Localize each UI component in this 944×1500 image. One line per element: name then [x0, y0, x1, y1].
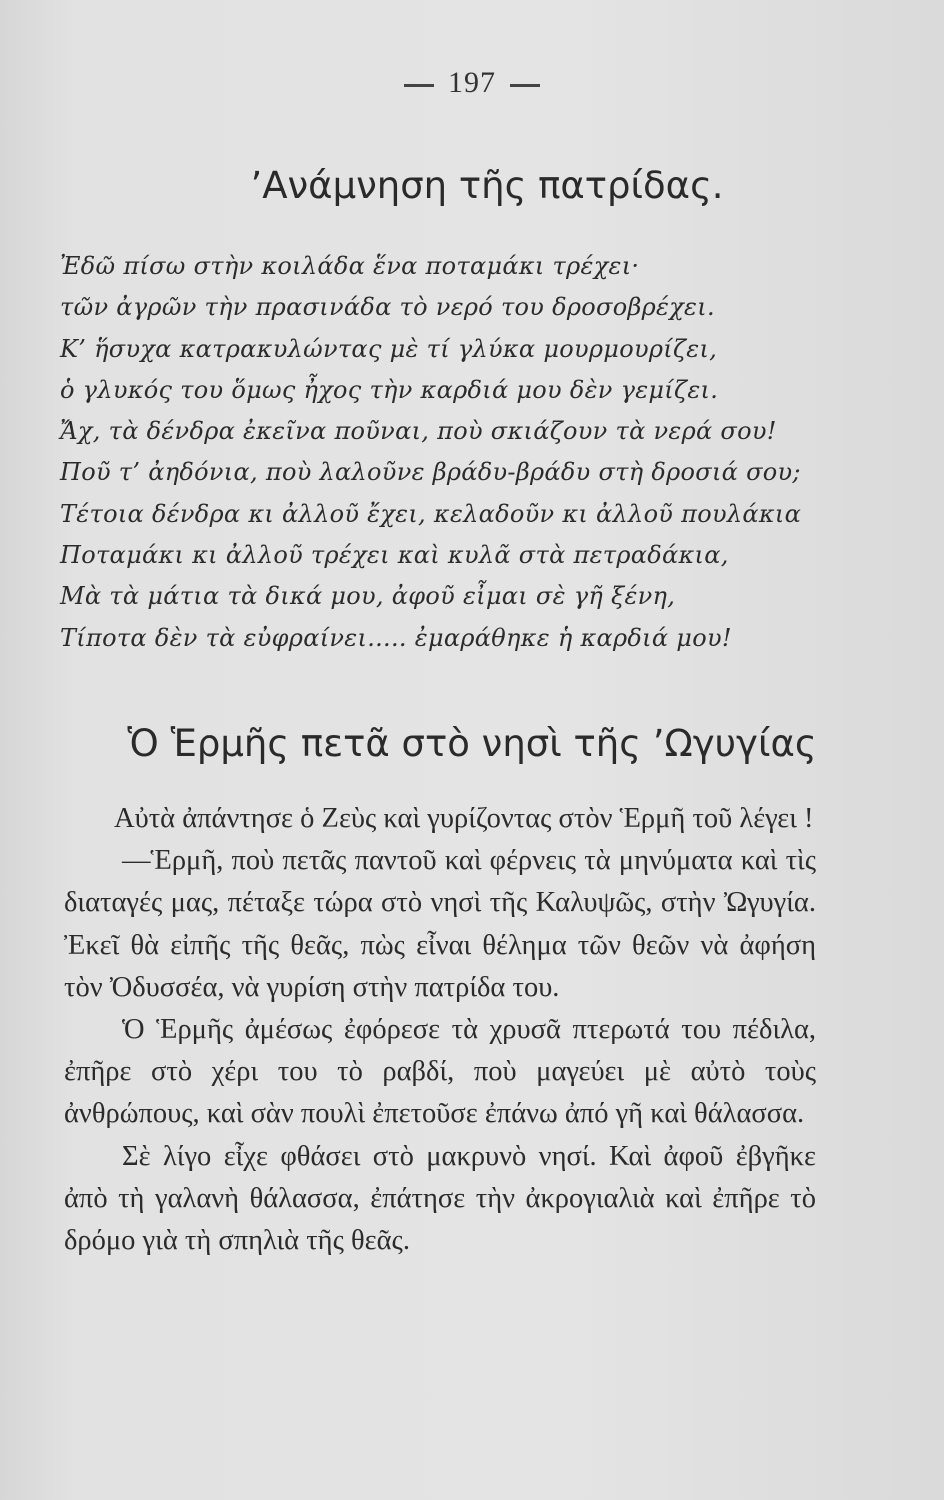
poem-line: Ποταμάκι κι ἀλλοῦ τρέχει καὶ κυλᾶ στὰ πετραδάκια, [60, 541, 729, 570]
poem-line: Μὰ τὰ μάτια τὰ δικά μου, ἀφοῦ εἶμαι σὲ γῆ ξένη, [60, 582, 676, 611]
poem-line: Τέτοια δένδρα κι ἀλλοῦ ἔχει, κελαδοῦν κι ἀλλοῦ πουλάκια [60, 499, 802, 528]
poem-line: Ποῦ τ’ ἀηδόνια, ποὺ λαλοῦνε βράδυ-βράδυ στὴ δροσιά σου; [60, 458, 801, 487]
paragraph: Αὐτὰ ἀπάντησε ὁ Ζεὺς καὶ γυρίζοντας στὸν Ἑρμῆ τοῦ λέγει ! [114, 803, 814, 834]
poem-line: Ἄχ, τὰ δένδρα ἐκεῖνα ποῦναι, ποὺ σκιάζουν τὰ νερά σου! [60, 417, 777, 446]
poem-line: Τίποτα δὲν τὰ εὐφραίνει..... ἐμαράθηκε ἡ καρδιά μου! [60, 623, 732, 652]
paragraph: Ὁ Ἑρμῆς ἀμέσως ἐφόρεσε τὰ χρυσᾶ πτερωτά του πέδιλα, ἐπῆρε στὸ χέρι του τὸ ραβδί, ποὺ μαγεύει μὲ αὐτὸ τοὺς ἀνθρώπους, καὶ σὰν πουλὶ ἐπετοῦσε ἐπάνω ἀπό γῆ καὶ θάλασσα. [64, 1014, 816, 1130]
poem-title: ’Ανάμνηση τῆς πατρίδας. [250, 164, 724, 207]
page-header [0, 66, 944, 100]
section-title: Ὁ Ἑρμῆς πετᾶ στὸ νησὶ τῆς ’Ωγυγίας [127, 722, 817, 765]
poem [60, 246, 860, 659]
poem-line: ὁ γλυκός του ὅμως ἦχος τὴν καρδιά μου δὲν γεμίζει. [60, 375, 719, 404]
page-number: 197 [448, 66, 496, 99]
poem-line: Ἐδῶ πίσω στὴν κοιλάδα ἕνα ποταμάκι τρέχει· [60, 252, 640, 280]
poem-line: τῶν ἀγρῶν τὴν πρασινάδα τὸ νερό του δροσοβρέχει. [60, 293, 715, 322]
prose-body [64, 798, 816, 1262]
paragraph: —Ἑρμῆ, ποὺ πετᾶς παντοῦ καὶ φέρνεις τὰ μηνύματα καὶ τὶς διαταγές μας, πέταξε τώρα στὸ νησὶ τῆς Καλυψῶς, στὴν Ὠγυγία. Ἐκεῖ θὰ εἰπῆς τῆς θεᾶς, πὼς εἶναι θέλημα τῶν θεῶν νὰ ἀφήση τὸν Ὀδυσσέα, νὰ γυρίση στὴν πατρίδα του. [64, 845, 816, 1003]
poem-line: Κ’ ἥσυχα κατρακυλώντας μὲ τί γλύκα μουρμουρίζει, [60, 334, 718, 363]
header-dash-right [510, 84, 540, 87]
paragraph: Σὲ λίγο εἶχε φθάσει στὸ μακρυνὸ νησί. Καὶ ἀφοῦ ἐβγῆκε ἀπὸ τὴ γαλανὴ θάλασσα, ἐπάτησε τὴν ἀκρογιαλιὰ καὶ ἐπῆρε τὸ δρόμο γιὰ τὴ σπηλιὰ τῆς θεᾶς. [64, 1140, 816, 1257]
header-dash-left [404, 84, 434, 87]
